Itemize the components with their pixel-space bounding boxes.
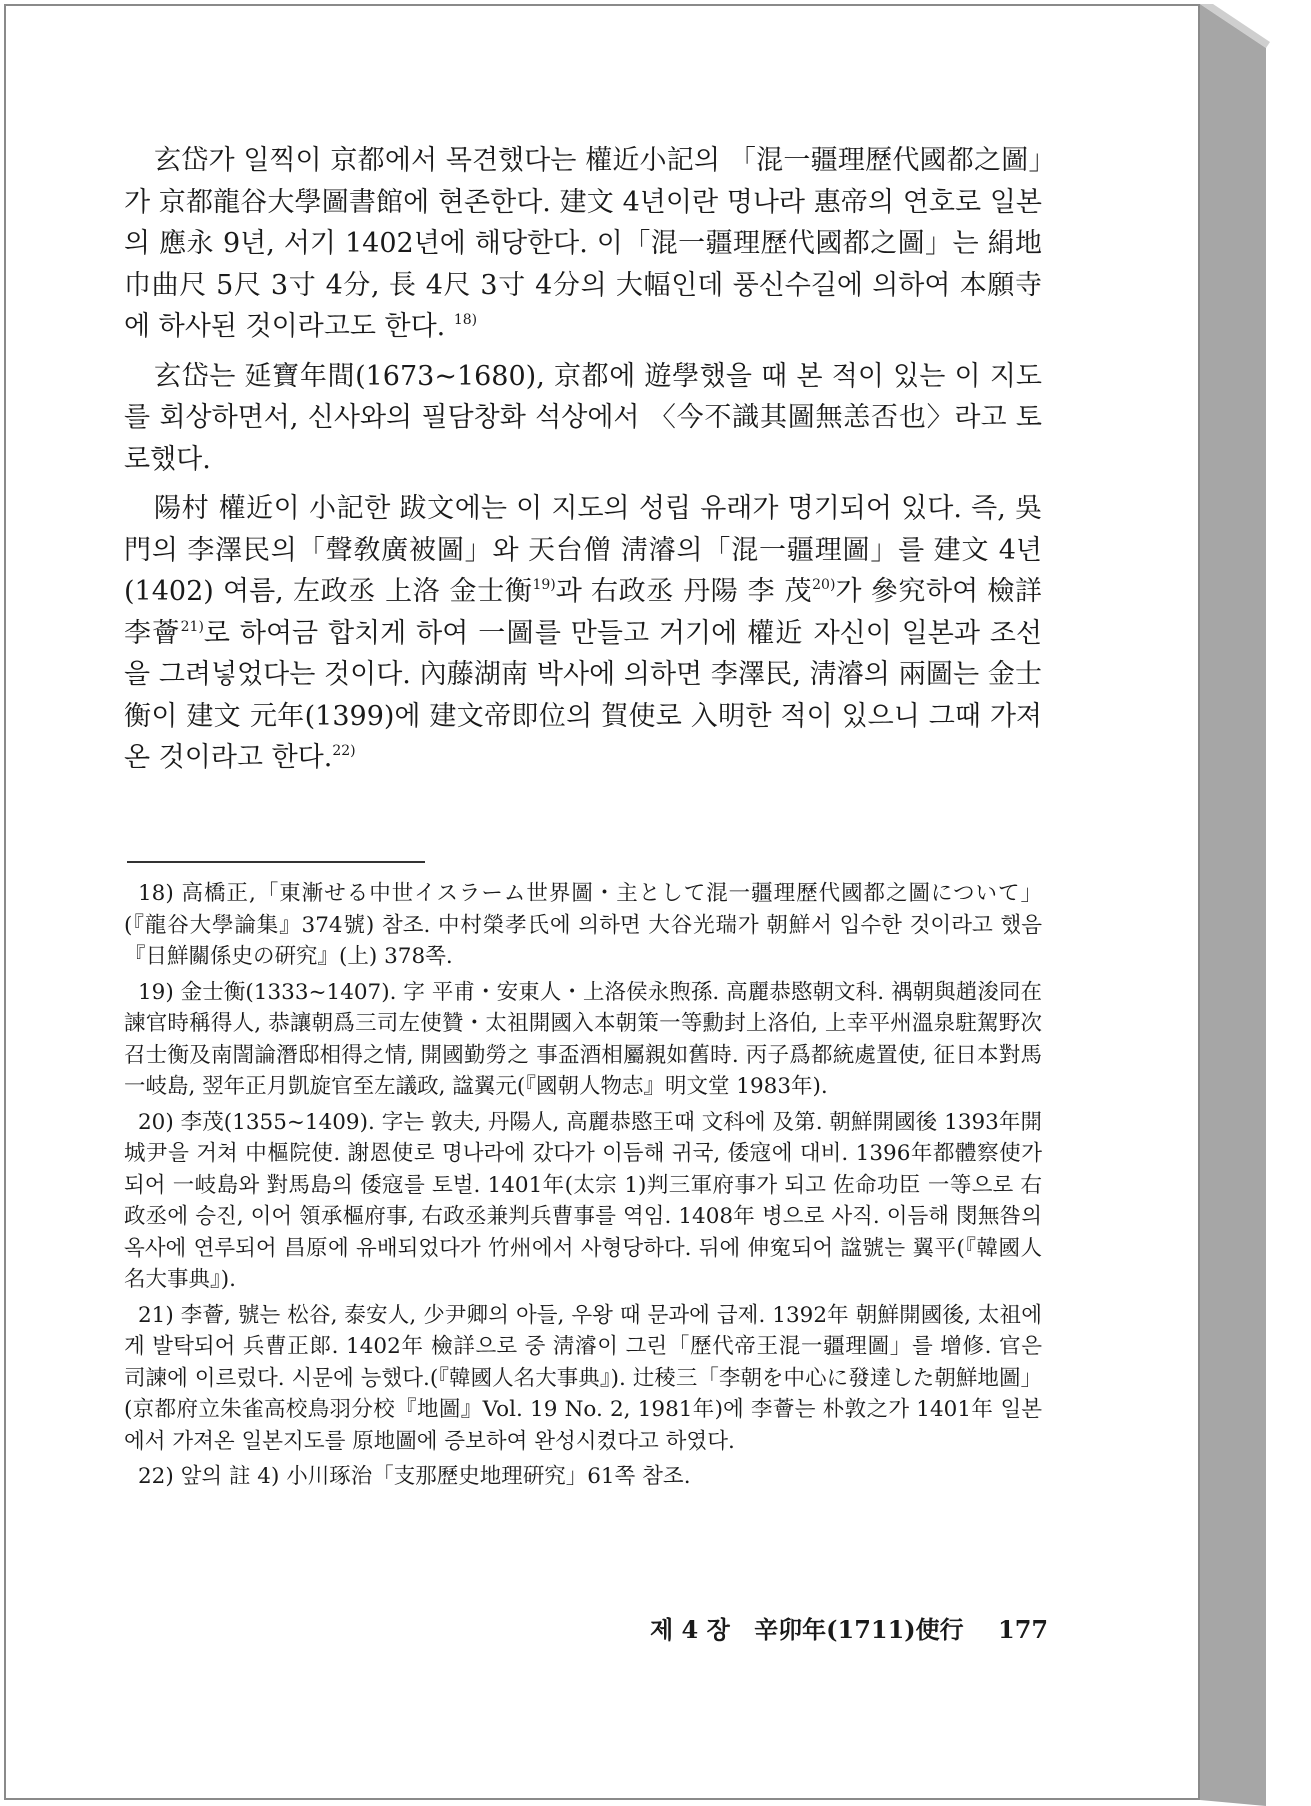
paragraph-text: 玄岱가 일찍이 京都에서 목견했다는 權近小記의 「混一疆理歷代國都之圖」가 京都龍谷大學圖書館에 현존한다. 建文 4년이란 명나라 惠帝의 연호로 일본의 應永 9년, 서기 1402년에 해당한다. 이「混一疆理歷代國都之圖」는 絹地 巾曲尺 5尺 3寸 4分, 長 4尺 3寸 4分의 大幅인데 풍신수길에 의하여 本願寺에 하사된 것이라고도 한다. xyxy=(124,145,1042,342)
page-number: 177 xyxy=(998,1615,1049,1644)
footnote-ref-19: 19) xyxy=(532,577,556,593)
paragraph-1 xyxy=(124,140,1042,348)
footnote-ref-18: 18) xyxy=(453,312,478,328)
body-text xyxy=(124,140,1042,787)
paragraph-text: 가 參究하여 檢詳 李薈 xyxy=(124,576,1042,649)
paragraph-text: 로 하여금 합치게 하여 一圖를 만들고 거기에 權近 자신이 일본과 조선을 그려넣었다는 것이다. 內藤湖南 박사에 의하면 李澤民, 淸濬의 兩圖는 金士衡이 建文 元年(1399)에 建文帝即位의 賀使로 入明한 적이 있으니 그때 가져온 것이라고 한다. xyxy=(124,617,1043,773)
footnote-ref-22: 22) xyxy=(332,743,356,759)
chapter-label: 제 4 장 xyxy=(650,1615,730,1644)
footnote-21: 21) 李薈, 號는 松谷, 泰安人, 少尹卿의 아들, 우왕 때 문과에 급제. 1392年 朝鮮開國後, 太祖에게 발탁되어 兵曹正郞. 1402年 檢詳으로 중 淸濬이 그린「歷代帝王混一疆理圖」를 增修. 官은 司諫에 이르렀다. 시문에 능했다.(『韓國人名大事典』). 辻稜三「李朝を中心に發達した朝鮮地圖」(京都府立朱雀高校鳥羽分校『地圖』Vol. 19 No. 2, 1981年)에 李薈는 朴敦之가 1401年 일본에서 가져온 일본지도를 原地圖에 증보하여 완성시켰다고 하였다. xyxy=(124,1302,1042,1454)
running-footer xyxy=(650,1610,1049,1645)
section-title: 辛卯年(1711)使行 xyxy=(754,1615,964,1644)
footnote-ref-21: 21) xyxy=(180,618,204,635)
footnote-divider xyxy=(127,861,425,863)
page-edge-shadow xyxy=(1200,4,1266,1806)
footnote-19: 19) 金士衡(1333~1407). 字 平甫・安東人・上洛侯永煦孫. 高麗恭愍朝文科. 禑朝與趙浚同在諫官時稱得人, 恭讓朝爲三司左使贊・太祖開國入本朝策一等勳封上洛伯, 上幸平州溫泉駐駕野次召士衡及南誾論潛邸相得之情, 開國勤勞之 事盃酒相屬親如舊時. 丙子爲都統處置使, 征日本對馬一岐島, 翌年正月凱旋官至左議政, 諡翼元(『國朝人物志』明文堂 1983年). xyxy=(124,979,1042,1099)
footnote-20: 20) 李茂(1355~1409). 字는 敦夫, 丹陽人, 高麗恭愍王때 文科에 及第. 朝鮮開國後 1393年開城尹을 거쳐 中樞院使. 謝恩使로 명나라에 갔다가 이듬해 귀국, 倭寇에 대비. 1396年都體察使가 되어 一岐島와 對馬島의 倭寇를 토벌. 1401年(太宗 1)判三軍府事가 되고 佐命功臣 一等으로 右政丞에 승진, 이어 領承樞府事, 右政丞兼判兵曹事를 역임. 1408年 병으로 사직. 이듬해 閔無咎의 옥사에 연루되어 昌原에 유배되었다가 竹州에서 사형당하다. 뒤에 伸寃되어 諡號는 翼平(『韓國人名大事典』). xyxy=(124,1109,1042,1292)
footnotes xyxy=(124,878,1042,1497)
paragraph-text: 과 右政丞 丹陽 李 茂 xyxy=(555,576,813,607)
footnote-22: 22) 앞의 註 4) 小川琢治「支那歷史地理硏究」61쪽 참조. xyxy=(138,1464,691,1489)
paragraph-2 xyxy=(124,356,1042,481)
footnote-18: 18) 高橋正,「東漸せる中世イスラーム世界圖・主として混一疆理歷代國都之圖について」(『龍谷大學論集』374號) 참조. 中村榮孝氏에 의하면 大谷光瑞가 朝鮮서 입수한 것이라고 했음『日鮮關係史の硏究』(上) 378쪽. xyxy=(124,881,1042,969)
paragraph-text: 玄岱는 延寶年間(1673~1680), 京都에 遊學했을 때 본 적이 있는 이 지도를 회상하면서, 신사와의 필담창화 석상에서 〈今不識其圖無恙否也〉라고 토로했다. xyxy=(124,360,1042,475)
paragraph-3 xyxy=(124,488,1042,779)
footnote-ref-20: 20) xyxy=(812,577,836,593)
paragraph-text: 陽村 權近이 小記한 跋文에는 이 지도의 성립 유래가 명기되어 있다. 즉, 吳門의 李澤民의「聲敎廣被圖」와 天台僧 淸濬의「混一疆理圖」를 建文 4년(1402) 여름, 左政丞 上洛 金士衡 xyxy=(124,493,1042,607)
